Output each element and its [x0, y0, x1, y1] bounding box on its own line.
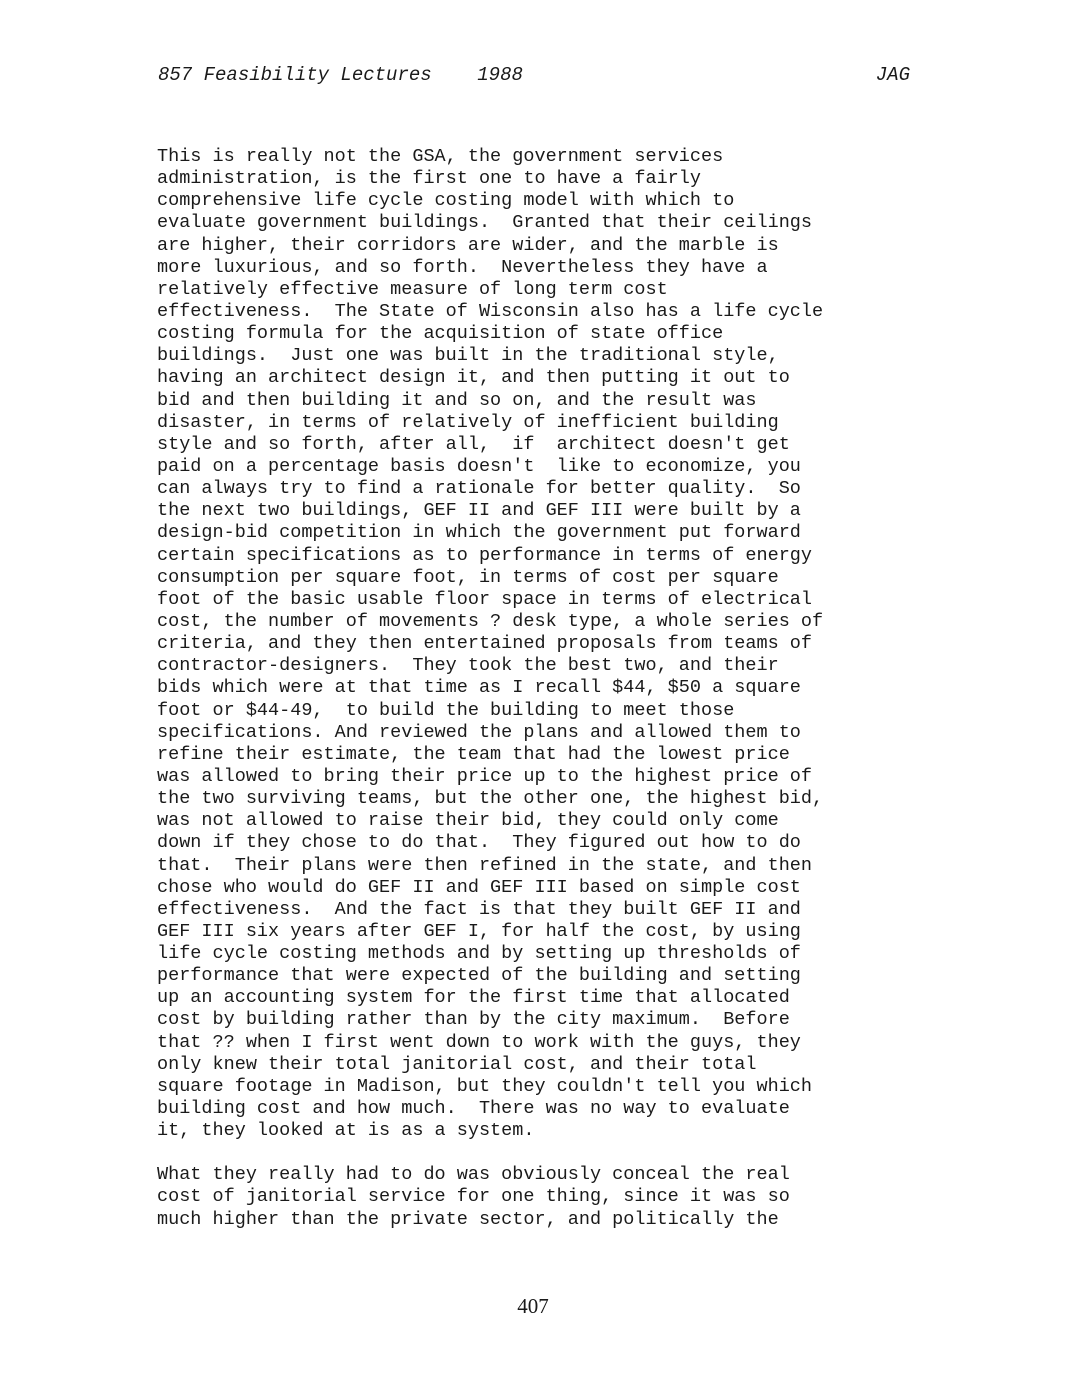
text-line: effectiveness. The State of Wisconsin also has a life cycle: [157, 300, 824, 322]
document-body: [157, 146, 823, 1231]
text-line: down if they chose to do that. They figured out how to do: [157, 832, 801, 854]
text-line: comprehensive life cycle costing model with which to: [157, 190, 735, 212]
text-line: relatively effective measure of long term cost: [157, 278, 668, 300]
text-line: having an architect design it, and then putting it out to: [157, 367, 790, 389]
text-line: specifications. And reviewed the plans and allowed them to: [157, 721, 801, 743]
text-line: chose who would do GEF II and GEF III based on simple cost: [157, 876, 801, 898]
text-line: effectiveness. And the fact is that they built GEF II and: [157, 898, 801, 920]
header-course: 857 Feasibility Lectures: [158, 64, 432, 86]
text-line: GEF III six years after GEF I, for half the cost, by using: [157, 920, 801, 942]
text-line: evaluate government buildings. Granted that their ceilings: [157, 212, 813, 234]
text-line: can always try to find a rationale for better quality. So: [157, 478, 801, 500]
header-initials: JAG: [875, 64, 910, 86]
text-line: more luxurious, and so forth. Nevertheless they have a: [157, 256, 768, 278]
paragraph: [157, 1164, 823, 1230]
text-line: What they really had to do was obviously conceal the real: [157, 1164, 790, 1186]
text-line: performance that were expected of the building and setting: [157, 965, 801, 987]
text-line: it, they looked at is as a system.: [157, 1120, 535, 1142]
text-line: disaster, in terms of relatively of inefficient building: [157, 411, 779, 433]
text-line: foot of the basic usable floor space in terms of electrical: [157, 588, 813, 610]
text-line: that ?? when I first went down to work with the guys, they: [157, 1031, 801, 1053]
text-line: was not allowed to raise their bid, they could only come: [157, 810, 779, 832]
text-line: are higher, their corridors are wider, and the marble is: [157, 234, 779, 256]
text-line: contractor-designers. They took the best two, and their: [157, 655, 779, 677]
text-line: costing formula for the acquisition of state office: [157, 323, 724, 345]
text-line: consumption per square foot, in terms of cost per square: [157, 566, 779, 588]
text-line: foot or $44-49, to build the building to meet those: [157, 699, 735, 721]
text-line: criteria, and they then entertained proposals from teams of: [157, 633, 813, 655]
text-line: refine their estimate, the team that had the lowest price: [157, 743, 790, 765]
text-line: much higher than the private sector, and politically the: [157, 1208, 779, 1230]
text-line: administration, is the first one to have a fairly: [157, 168, 701, 190]
text-line: bid and then building it and so on, and the result was: [157, 389, 757, 411]
text-line: life cycle costing methods and by setting up thresholds of: [157, 943, 801, 965]
text-line: cost, the number of movements ? desk type, a whole series of: [157, 610, 824, 632]
text-line: cost of janitorial service for one thing, since it was so: [157, 1186, 790, 1208]
text-line: the next two buildings, GEF II and GEF III were built by a: [157, 500, 801, 522]
page-number: 407: [517, 1294, 549, 1318]
header-year: 1988: [477, 64, 523, 86]
text-line: style and so forth, after all, if architect doesn't get: [157, 433, 790, 455]
text-line: up an accounting system for the first time that allocated: [157, 987, 790, 1009]
paragraph: [157, 146, 823, 1142]
text-line: This is really not the GSA, the government services: [157, 146, 724, 167]
text-line: bids which were at that time as I recall $44, $50 a square: [157, 677, 801, 699]
text-line: that. Their plans were then refined in the state, and then: [157, 854, 813, 876]
text-line: building cost and how much. There was no way to evaluate: [157, 1098, 790, 1120]
text-line: certain specifications as to performance in terms of energy: [157, 544, 813, 566]
text-line: square footage in Madison, but they couldn't tell you which: [157, 1075, 813, 1097]
running-header: [158, 62, 910, 88]
header-course-title: [158, 62, 523, 88]
text-line: design-bid competition in which the government put forward: [157, 522, 801, 544]
text-line: the two surviving teams, but the other one, the highest bid,: [157, 788, 824, 810]
text-line: cost by building rather than by the city maximum. Before: [157, 1009, 790, 1031]
text-line: only knew their total janitorial cost, and their total: [157, 1053, 757, 1075]
text-line: paid on a percentage basis doesn't like to economize, you: [157, 455, 801, 477]
text-line: buildings. Just one was built in the traditional style,: [157, 345, 779, 367]
text-line: was allowed to bring their price up to the highest price of: [157, 765, 813, 787]
